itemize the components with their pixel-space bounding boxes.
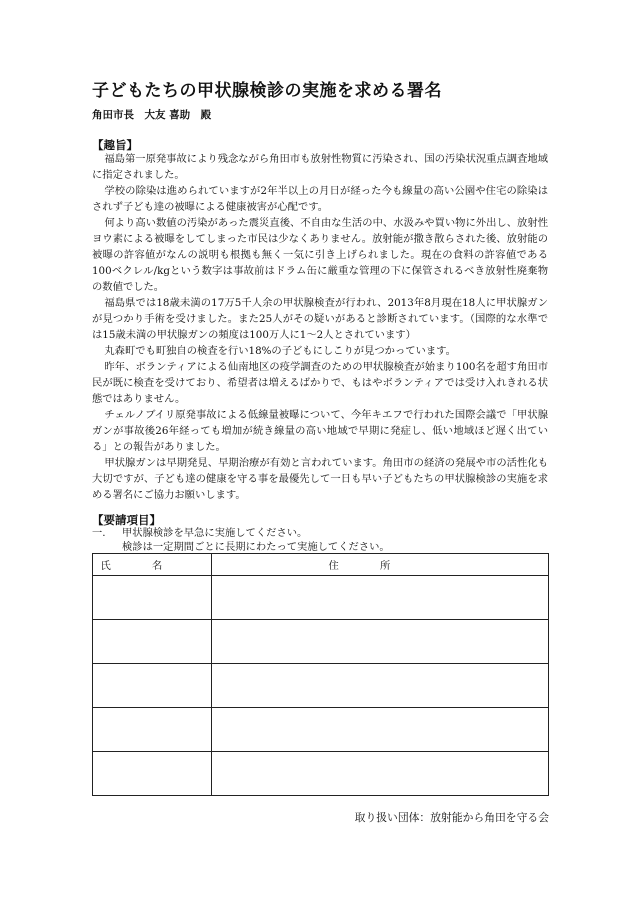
address-cell[interactable] — [212, 708, 549, 752]
purpose-heading: 【趣旨】 — [92, 138, 138, 152]
organizer-footer: 取り扱い団体：放射能から角田を守る会 — [354, 811, 549, 824]
name-cell[interactable] — [93, 620, 212, 664]
address-cell[interactable] — [212, 576, 549, 620]
name-cell[interactable] — [93, 708, 212, 752]
purpose-paragraph: 昨年、ボランティアによる仙南地区の疫学調査のための甲状腺検査が始まり100名を超す角田市民が既に検査を受けており、希望者は増えるばかりで、もはやボランティアでは受け入れきれる状態ではありません。 — [92, 361, 548, 405]
address-column-header: 住所 — [212, 554, 549, 576]
purpose-paragraph: 丸森町でも町独自の検査を行い18%の子どもにしこりが見つかっています。 — [104, 345, 456, 357]
signature-row — [93, 708, 549, 752]
name-cell[interactable] — [93, 576, 212, 620]
purpose-paragraph: 甲状腺ガンは早期発見、早期治療が有効と言われています。角田市の経済の発展や市の活性化も大切ですが、子ども達の健康を守る事を最優先して一日も早い子どもたちの甲状腺検診の実施を求める署名にご協力お願いします。 — [92, 457, 548, 501]
signature-table — [92, 553, 549, 796]
request-text-1: 甲状腺検診を早急に実施してください。 — [122, 527, 308, 539]
address-cell[interactable] — [212, 620, 549, 664]
addressee: 角田市長 大友 喜助 殿 — [92, 109, 212, 121]
address-cell[interactable] — [212, 664, 549, 708]
signature-row — [93, 620, 549, 664]
purpose-paragraph: 福島第一原発事故により残念ながら角田市も放射性物質に汚染され、国の汚染状況重点調査地域に指定されました。 — [92, 153, 548, 181]
signature-row — [93, 664, 549, 708]
name-cell[interactable] — [93, 752, 212, 796]
purpose-paragraph: 福島県では18歳未満の17万5千人余の甲状腺検査が行われ、2013年8月現在18人に甲状腺ガンが見つかり手術を受けました。また25人がその疑いがあると診断されています。（国際的な水準では15歳未満の甲状腺ガンの頻度は100万人に1〜2人とされています） — [92, 297, 548, 341]
purpose-paragraph: 学校の除染は進められていますが2年半以上の月日が経った今も線量の高い公園や住宅の除染はされず子ども達の被曝による健康被害が心配です。 — [92, 185, 548, 213]
request-heading: 【要請項目】 — [92, 513, 161, 527]
signature-header-row — [93, 554, 549, 576]
purpose-paragraph: 何より高い数値の汚染があった震災直後、不自由な生活の中、水汲みや買い物に外出し、放射性ヨウ素による被曝をしてしまった市民は少なくありません。放射能が撒き散らされた後、放射能の被曝の許容値がなんの説明も根拠も無く一気に引き上げられました。現在の食料の許容値である100ベクレル/kgという数字は事故前はドラム缶に厳重な管理の下に保管されるべき放射性廃棄物の数値でした。 — [92, 217, 548, 293]
request-item-1 — [92, 526, 307, 540]
request-item-2: 検診は一定期間ごとに長期にわたって実施してください。 — [122, 541, 390, 553]
purpose-paragraph: チェルノブイリ原発事故による低線量被曝について、今年キエフで行われた国際会議で「甲状腺ガンが事故後26年経っても増加が続き線量の高い地域で早期に発症し、低い地域ほど遅く出ている」との報告がありました。 — [92, 409, 548, 453]
address-cell[interactable] — [212, 752, 549, 796]
name-column-header: 氏名 — [93, 554, 212, 576]
name-cell[interactable] — [93, 664, 212, 708]
signature-row — [93, 752, 549, 796]
signature-row — [93, 576, 549, 620]
page-title: 子どもたちの甲状腺検診の実施を求める署名 — [92, 81, 442, 101]
purpose-body — [92, 151, 548, 503]
request-number: 一. — [92, 527, 106, 539]
